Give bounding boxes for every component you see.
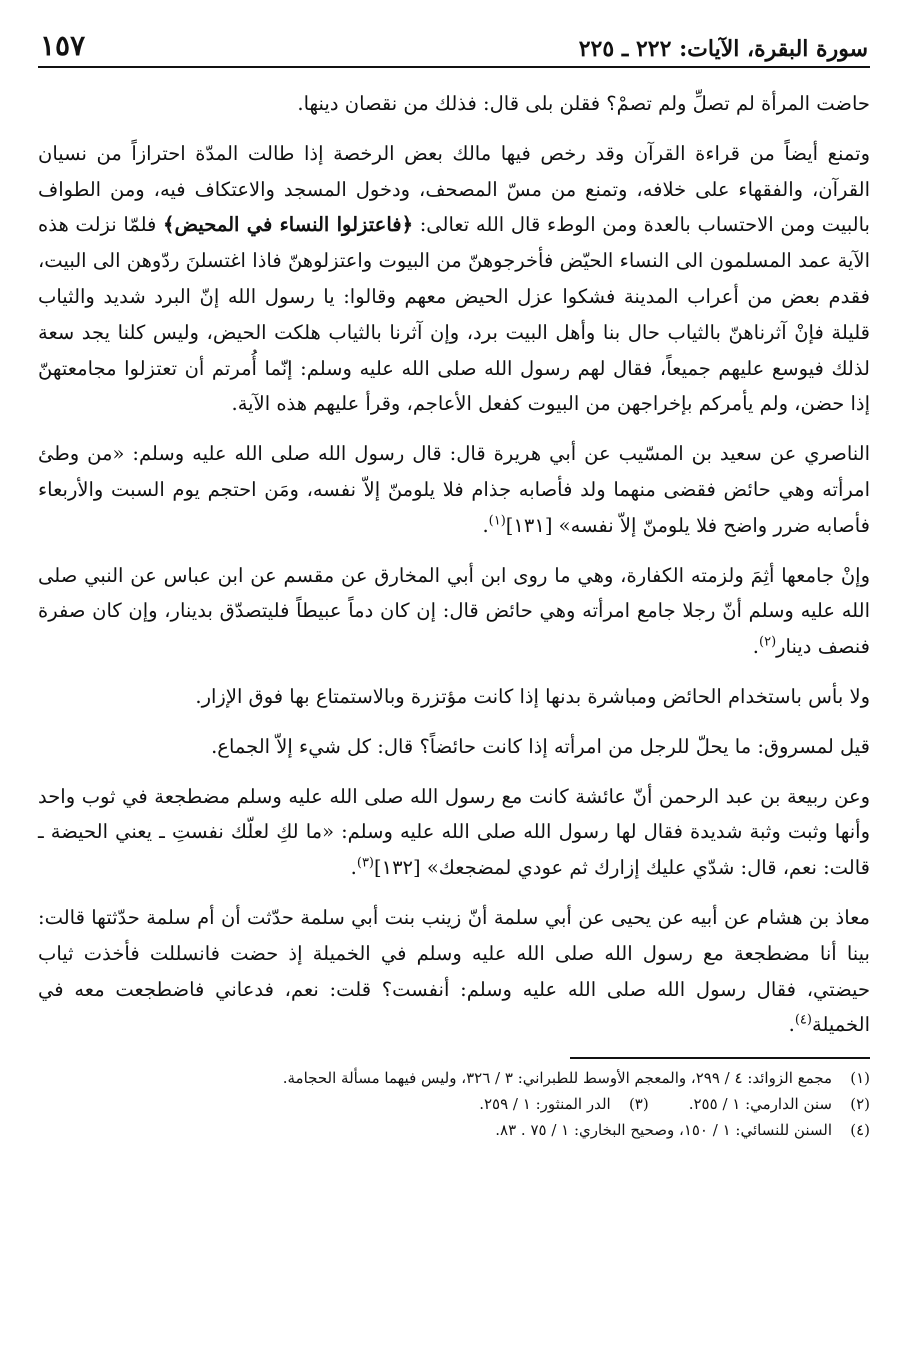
footnote-ref: (٢) bbox=[759, 634, 777, 650]
paragraph-text: قيل لمسروق: ما يحلّ للرجل من امرأته إذا كانت حائضاً؟ قال: كل شيء إلاّ الجماع. bbox=[211, 734, 870, 758]
footnote-2 bbox=[689, 1091, 870, 1117]
paragraph-3 bbox=[38, 436, 870, 543]
quran-verse: ﴿فاعتزلوا النساء في المحيض﴾ bbox=[163, 213, 414, 237]
footnote-ref: (٤) bbox=[794, 1012, 812, 1028]
footnote-ref: (١) bbox=[488, 513, 506, 529]
footnote-4 bbox=[495, 1117, 870, 1143]
footnote-number: (٣) bbox=[628, 1095, 649, 1114]
running-title: سورة البقرة، الآيات: ٢٢٢ ـ ٢٢٥ bbox=[578, 36, 868, 62]
paragraph-end: . bbox=[482, 513, 489, 537]
page-number: ١٥٧ bbox=[40, 29, 86, 62]
book-page bbox=[38, 22, 870, 1352]
paragraph-end: . bbox=[788, 1013, 795, 1037]
page-header bbox=[38, 22, 870, 68]
paragraph-text: حاضت المرأة لم تصلِّ ولم تصمْ؟ فقلن بلى قال: فذلك من نقصان دينها. bbox=[297, 92, 870, 115]
paragraph-text: ولا بأس باستخدام الحائض ومباشرة بدنها إذا كانت مؤتزرة وبالاستمتاع بها فوق الإزار. bbox=[195, 684, 870, 708]
footnotes bbox=[38, 1065, 870, 1143]
paragraph-4 bbox=[38, 558, 870, 665]
page-body bbox=[38, 86, 870, 1043]
paragraph-text: وإنْ جامعها أثِمَ ولزمته الكفارة، وهي ما روى ابن أبي المخارق عن مقسم عن ابن عباس عن النبي صلى الله عليه وسلم أنّ رجلا جامع امرأته وهي حائض قال: إن كان دماً عبيطاً فليتصدّق بدينار، وإن كان صفرة فنصف دينار bbox=[38, 563, 870, 659]
footnote-text: الدر المنثور: ١ / ٢٥٩. bbox=[479, 1095, 611, 1114]
paragraph-text: فلمّا نزلت هذه الآية عمد المسلمون الى النساء الحيّض فأخرجوهنّ من البيوت واعتزلوهنّ فاذا اغتسلنَ ردّوهن الى البيت، فقدم بعض من أعراب المدينة فشكوا عزل الحيض معهم وقالوا: يا رسول الله إنّ البرد شديد والثياب قليلة فإنْ آثرناهنّ بالثياب حال بنا وأهل البيت برد، وإن آثرنا بالثياب هلكت الحيض، وليس كلنا يجد سعة لذلك فيوسع عليهم جميعاً، فقال لهم رسول الله صلى الله عليه وسلم: إنّما أُمرتم أن تعتزلوا مجامعتهنّ إذا حضن، ولم يأمركم بإخراجهن من البيوت كفعل الأعاجم، وقرأ عليهم هذه الآية. bbox=[38, 213, 870, 416]
footnote-divider bbox=[570, 1057, 870, 1059]
paragraph-7 bbox=[38, 779, 870, 886]
paragraph-text: وتمنع أيضاً من قراءة القرآن وقد رخص فيها مالك بعض الرخصة إذا طالت المدّة احترازاً من نسيان القرآن، والفقهاء على خلافه، وتمنع من مسّ المصحف، ودخول المسجد والاعتكاف فيه، ومن الطواف بالبيت ومن الاحتساب بالعدة ومن الوطء قال الله تعالى: bbox=[38, 141, 870, 237]
footnote-number: (٢) bbox=[850, 1095, 870, 1114]
paragraph-end: . bbox=[752, 635, 759, 659]
footnote-3 bbox=[479, 1091, 649, 1117]
paragraph-2 bbox=[38, 136, 870, 422]
paragraph-1 bbox=[38, 86, 870, 122]
paragraph-end: . bbox=[350, 856, 357, 880]
paragraph-6 bbox=[38, 729, 870, 765]
footnote-text: سنن الدارمي: ١ / ٢٥٥. bbox=[688, 1095, 832, 1114]
footnote-text: السنن للنسائي: ١ / ١٥٠، وصحيح البخاري: ١ / ٧٥ . ٨٣. bbox=[495, 1121, 832, 1140]
footnote-row bbox=[38, 1091, 870, 1117]
footnote-1 bbox=[283, 1065, 870, 1091]
paragraph-text: الناصري عن سعيد بن المسّيب عن أبي هريرة قال: قال رسول الله صلى الله عليه وسلم: «من وطئ امرأته وهي حائض فقضى منهما ولد فأصابه جذام فلا يلومنّ إلاّ نفسه، ومَن احتجم يوم السبت والأربعاء فأصابه ضرر واضح فلا يلومنّ إلاّ نفسه» [١٣١] bbox=[38, 442, 870, 537]
paragraph-text: وعن ربيعة بن عبد الرحمن أنّ عائشة كانت مع رسول الله صلى الله عليه وسلم مضطجعة في ثوب واحد وأنها وثبت وثبة شديدة فقال لها رسول الله صلى الله عليه وسلم: «ما لكِ لعلّك نفستِ ـ يعني الحيضة ـ قالت: نعم، قال: شدّي عليك إزارك ثم عودي لمضجعك» [١٣٢] bbox=[38, 784, 870, 880]
footnote-number: (٤) bbox=[850, 1121, 870, 1140]
footnote-row bbox=[38, 1065, 870, 1091]
paragraph-text: معاذ بن هشام عن أبيه عن يحيى عن أبي سلمة أنّ زينب بنت أبي سلمة حدّثت أن أم سلمة حدّثتها قالت: بينا أنا مضطجعة مع رسول الله صلى الله عليه وسلم في الخميلة إذ حضت فانسللت فأخذت ثياب حيضتي، فقال رسول الله صلى الله عليه وسلم: أنفست؟ قلت: نعم، فدعاني فاضطجعت معه في الخميلة bbox=[38, 905, 870, 1037]
paragraph-5 bbox=[38, 679, 870, 715]
paragraph-8 bbox=[38, 900, 870, 1043]
footnote-row bbox=[38, 1117, 870, 1143]
footnote-number: (١) bbox=[850, 1069, 870, 1088]
footnote-ref: (٣) bbox=[356, 855, 374, 871]
footnote-text: مجمع الزوائد: ٤ / ٢٩٩، والمعجم الأوسط للطبراني: ٣ / ٣٢٦، وليس فيهما مسألة الحجامة. bbox=[282, 1069, 832, 1088]
